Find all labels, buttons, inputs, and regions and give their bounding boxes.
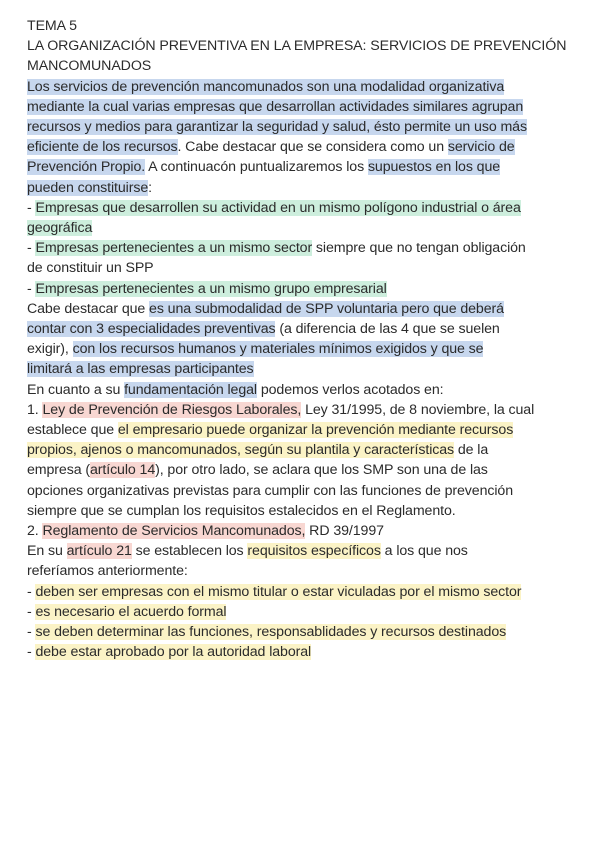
highlighted-text: Ley de Prevención de Riesgos Laborales, — [42, 401, 302, 418]
text-line — [27, 339, 581, 359]
text-run: . Cabe destacar que se considera como un — [177, 139, 448, 156]
highlighted-text: Empresas que desarrollen su actividad en un mismo polígono industrial o área — [35, 199, 521, 216]
highlighted-text: geográfica — [27, 220, 93, 237]
text-run: (a diferencia de las 4 que se suelen — [275, 321, 500, 338]
text-line — [27, 642, 581, 662]
highlighted-text: contar con 3 especialidades preventivas — [27, 321, 276, 338]
text-run: - — [27, 583, 36, 600]
text-line — [27, 602, 581, 622]
text-run: A continuacón puntualizaremos los — [145, 159, 368, 176]
highlighted-text: se deben determinar las funciones, responsablidades y recursos destinados — [35, 624, 507, 641]
text-line — [27, 198, 581, 218]
highlighted-text: es una submodalidad de SPP voluntaria pero que deberá — [149, 300, 504, 317]
text-line — [27, 380, 581, 400]
text-line — [27, 319, 581, 339]
highlighted-text: mediante la cual varias empresas que desarrollan actividades similares agrupan — [27, 98, 524, 115]
highlighted-text: limitará a las empresas participantes — [27, 361, 254, 378]
text-run: RD 39/1997 — [305, 523, 384, 540]
text-line — [27, 97, 581, 117]
text-line — [27, 258, 581, 278]
text-run: exigir), — [27, 341, 73, 358]
text-line — [27, 481, 581, 501]
text-run: Cabe destacar que — [27, 300, 150, 317]
text-run: : — [148, 179, 152, 196]
highlighted-text: Empresas pertenecientes a un mismo grupo empresarial — [35, 280, 387, 297]
text-run: 2. — [27, 523, 43, 540]
text-run: de constituir un SPP — [27, 260, 154, 277]
text-run: - — [27, 624, 36, 641]
text-line — [27, 117, 581, 137]
highlighted-text: eficiente de los recursos — [27, 139, 178, 156]
text-run: se establecen los — [131, 543, 248, 560]
text-run: ), por otro lado, se aclara que los SMP son una de las — [155, 462, 488, 479]
text-run: - — [27, 603, 36, 620]
text-run: - — [27, 644, 36, 661]
highlighted-text: deben ser empresas con el mismo titular o estar viculadas por el mismo sector — [35, 583, 522, 600]
text-line — [27, 157, 581, 177]
text-line — [27, 622, 581, 642]
text-run: establece que — [27, 422, 118, 439]
highlighted-text: con los recursos humanos y materiales mínimos exigidos y que se — [72, 341, 484, 358]
text-line — [27, 279, 581, 299]
text-line — [27, 238, 581, 258]
highlighted-text: pueden constituirse — [27, 179, 149, 196]
text-line — [27, 561, 581, 581]
highlighted-text: el empresario puede organizar la prevención mediante recursos — [117, 422, 514, 439]
text-run: - — [27, 280, 36, 297]
text-run: - — [27, 240, 36, 257]
text-run: de la — [454, 442, 489, 459]
text-line — [27, 460, 581, 480]
highlighted-text: es necesario el acuerdo formal — [35, 603, 227, 620]
text-run: - — [27, 199, 36, 216]
highlighted-text: fundamentación legal — [124, 381, 257, 398]
text-run: En cuanto a su — [27, 381, 125, 398]
highlighted-text: Reglamento de Servicios Mancomunados, — [42, 523, 306, 540]
highlighted-text: artículo 21 — [66, 543, 132, 560]
text-run: Ley 31/1995, de 8 noviembre, la cual — [301, 401, 535, 418]
text-run: referíamos anteriormente: — [27, 563, 188, 580]
text-line — [27, 541, 581, 561]
highlighted-text: debe estar aprobado por la autoridad laboral — [35, 644, 312, 661]
text-run: opciones organizativas previstas para cumplir con las funciones de prevención — [27, 482, 513, 499]
text-run: a los que nos — [380, 543, 468, 560]
highlighted-text: servicio de — [447, 139, 515, 156]
highlighted-text: supuestos en los que — [367, 159, 501, 176]
text-run: 1. — [27, 401, 43, 418]
text-line — [27, 178, 581, 198]
text-line — [27, 521, 581, 541]
text-line — [27, 137, 581, 157]
highlighted-text: propios, ajenos o mancomunados, según su plantila y características — [27, 442, 455, 459]
text-line — [27, 299, 581, 319]
text-line — [27, 77, 581, 97]
text-line — [27, 218, 581, 238]
highlighted-text: Prevención Propio. — [27, 159, 146, 176]
document-title-line-2: LA ORGANIZACIÓN PREVENTIVA EN LA EMPRESA: SERVICIOS DE PREVENCIÓN — [27, 38, 567, 55]
text-line — [27, 359, 581, 379]
text-run: podemos verlos acotados en: — [256, 381, 444, 398]
text-run: empresa ( — [27, 462, 90, 479]
text-line — [27, 501, 581, 521]
highlighted-text: recursos y medios para garantizar la seguridad y salud, ésto permite un uso más — [27, 119, 527, 136]
highlighted-text: requisitos específicos — [247, 543, 381, 560]
text-run: En su — [27, 543, 67, 560]
text-line — [27, 400, 581, 420]
highlighted-text: artículo 14 — [89, 462, 156, 479]
text-line — [27, 420, 581, 440]
text-run: siempre que no tengan obligación — [312, 240, 526, 257]
highlighted-text: Empresas pertenecientes a un mismo sector — [35, 240, 313, 257]
document-title-line-1: TEMA 5 — [27, 18, 77, 34]
document-title-line-3: MANCOMUNADOS — [27, 58, 152, 75]
text-line — [27, 440, 581, 460]
text-line — [27, 582, 581, 602]
text-run: siempre que se cumplan los requisitos estalecidos en el Reglamento. — [27, 502, 456, 519]
document-body — [27, 77, 581, 663]
highlighted-text: Los servicios de prevención mancomunados son una modalidad organizativa — [27, 78, 505, 95]
